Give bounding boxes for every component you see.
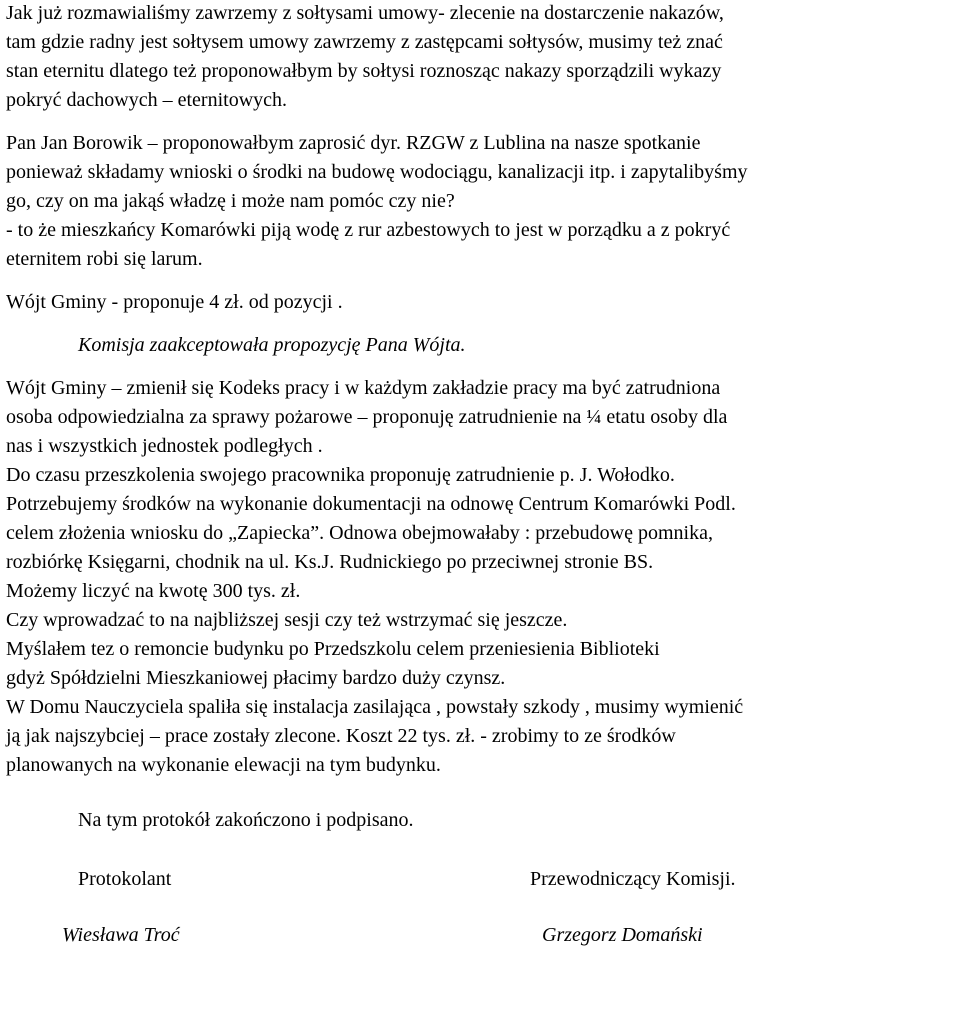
text-line: Możemy liczyć na kwotę 300 tys. zł. xyxy=(6,580,301,602)
closing-statement: Na tym protokół zakończono i podpisano. xyxy=(78,809,414,831)
text-line: rozbiórkę Księgarni, chodnik na ul. Ks.J. Rudnickiego po przeciwnej stronie BS. xyxy=(6,551,654,573)
text-line: ją jak najszybciej – prace zostały zlecone. Koszt 22 tys. zł. - zrobimy to ze środków xyxy=(6,725,676,747)
text-line: Myślałem tez o remoncie budynku po Przedszkolu celem przeniesienia Biblioteki xyxy=(6,638,660,660)
text-line: Do czasu przeszkolenia swojego pracownika proponuję zatrudnienie p. J. Wołodko. xyxy=(6,464,675,486)
chairman-name: Grzegorz Domański xyxy=(542,924,703,946)
document-page xyxy=(6,0,956,950)
text-line: planowanych na wykonanie elewacji na tym budynku. xyxy=(6,754,441,776)
paragraph-5 xyxy=(6,374,956,780)
text-line: W Domu Nauczyciela spaliła się instalacja zasilająca , powstały szkody , musimy wymienić xyxy=(6,696,744,718)
text-line: Wójt Gminy – zmienił się Kodeks pracy i w każdym zakładzie pracy ma być zatrudniona xyxy=(6,377,721,399)
text-line: eternitem robi się larum. xyxy=(6,248,203,270)
text-line: osoba odpowiedzialna za sprawy pożarowe – proponuję zatrudnienie na ¼ etatu osoby dla xyxy=(6,406,728,428)
text-line: stan eternitu dlatego też proponowałbym by sołtysi roznosząc nakazy sporządzili wykazy xyxy=(6,60,722,82)
paragraph-1 xyxy=(6,0,956,115)
chairman-title: Przewodniczący Komisji. xyxy=(530,868,736,890)
recorder-name: Wiesława Troć xyxy=(62,924,180,946)
wojt-proposal: Wójt Gminy - proponuje 4 zł. od pozycji . xyxy=(6,291,343,313)
text-line: Pan Jan Borowik – proponowałbym zaprosić dyr. RZGW z Lublina na nasze spotkanie xyxy=(6,132,701,154)
signature-names xyxy=(6,921,956,950)
text-line: ponieważ składamy wnioski o środki na budowę wodociągu, kanalizacji itp. i zapytalibyśmy xyxy=(6,161,748,183)
commission-decision: Komisja zaakceptowała propozycję Pana Wójta. xyxy=(78,334,466,356)
text-line: celem złożenia wniosku do „Zapiecka”. Odnowa obejmowałaby : przebudowę pomnika, xyxy=(6,522,713,544)
text-line: go, czy on ma jakąś władzę i może nam pomóc czy nie? xyxy=(6,190,455,212)
text-line: tam gdzie radny jest sołtysem umowy zawrzemy z zastępcami sołtysów, musimy też znać xyxy=(6,31,723,53)
text-line: - to że mieszkańcy Komarówki piją wodę z rur azbestowych to jest w porządku a z pokryć xyxy=(6,219,731,241)
signature-titles xyxy=(6,865,956,894)
recorder-title: Protokolant xyxy=(78,868,172,890)
text-line: gdyż Spółdzielni Mieszkaniowej płacimy bardzo duży czynsz. xyxy=(6,667,506,689)
text-line: Jak już rozmawialiśmy zawrzemy z sołtysami umowy- zlecenie na dostarczenie nakazów, xyxy=(6,2,724,24)
text-line: pokryć dachowych – eternitowych. xyxy=(6,89,288,111)
text-line: Potrzebujemy środków na wykonanie dokumentacji na odnowę Centrum Komarówki Podl. xyxy=(6,493,736,515)
text-line: Czy wprowadzać to na najbliższej sesji czy też wstrzymać się jeszcze. xyxy=(6,609,568,631)
text-line: nas i wszystkich jednostek podległych . xyxy=(6,435,323,457)
paragraph-2 xyxy=(6,129,956,274)
